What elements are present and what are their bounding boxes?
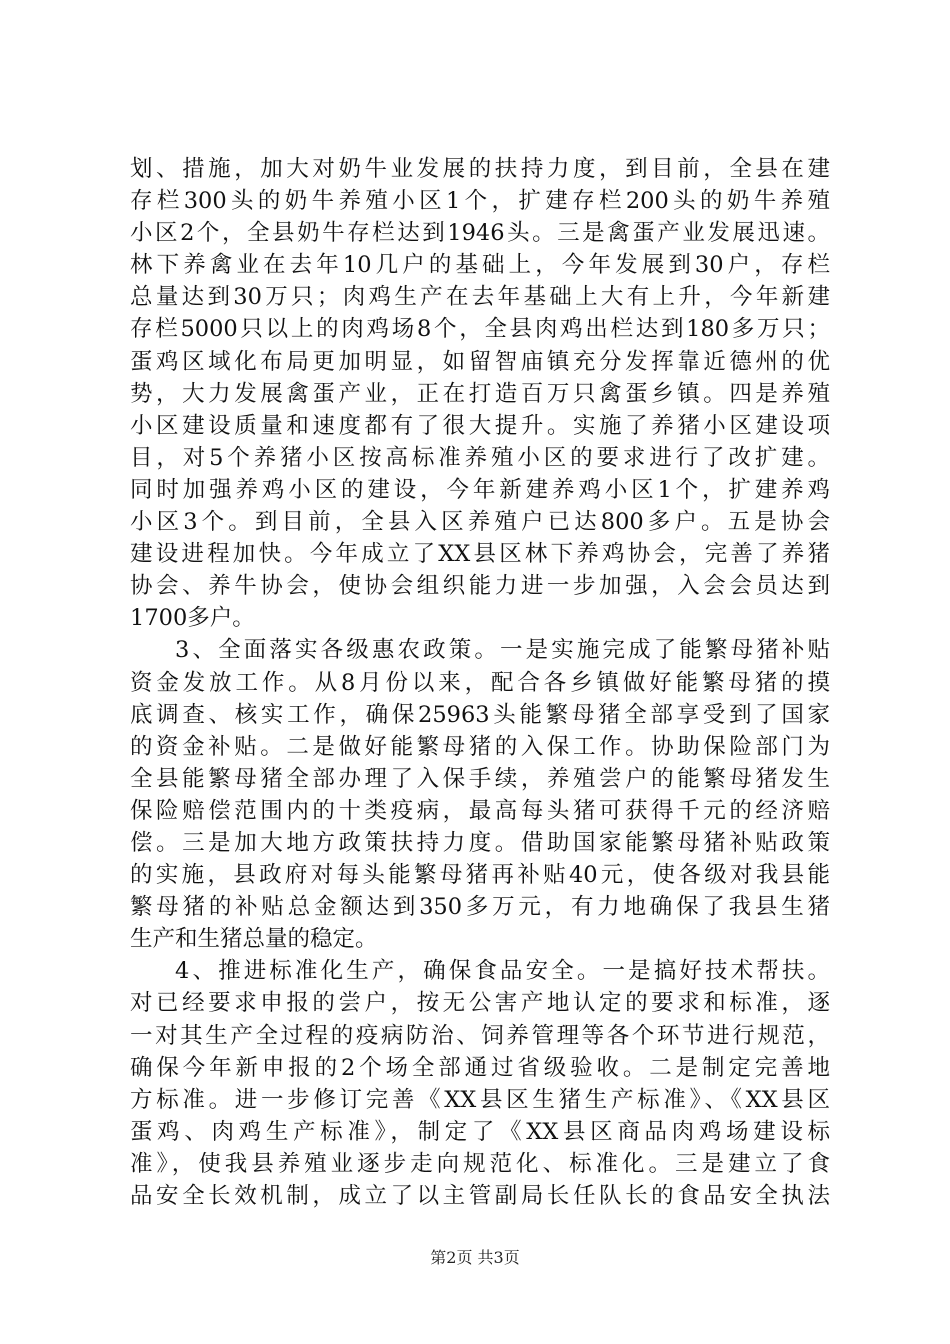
text-line: 协会、养牛协会，使协会组织能力进一步加强，入会会员达到 xyxy=(130,573,830,600)
text-line: 4、推进标准化生产，确保食品安全。一是搞好技术帮扶。 xyxy=(175,958,830,985)
text-line: 存栏300头的奶牛养殖小区1个，扩建存栏200头的奶牛养殖 xyxy=(130,188,830,215)
text-line: 3、全面落实各级惠农政策。一是实施完成了能繁母猪补贴 xyxy=(175,637,830,664)
text-line: 一对其生产全过程的疫病防治、饲养管理等各个环节进行规范， xyxy=(130,1022,830,1049)
text-line: 小区建设质量和速度都有了很大提升。实施了养猪小区建设项 xyxy=(130,412,830,439)
text-line: 的资金补贴。二是做好能繁母猪的入保工作。协助保险部门为 xyxy=(130,733,830,760)
text-line: 对已经要求申报的尝户，按无公害产地认定的要求和标准，逐 xyxy=(130,990,830,1017)
text-line: 小区3个。到目前，全县入区养殖户已达800多户。五是协会 xyxy=(130,509,830,536)
text-line: 1700多户。 xyxy=(130,605,255,632)
text-line: 建设进程加快。今年成立了XX县区林下养鸡协会，完善了养猪 xyxy=(130,541,830,568)
text-line: 存栏5000只以上的肉鸡场8个，全县肉鸡出栏达到180多万只； xyxy=(130,316,830,343)
page-footer: 第2页 共3页 xyxy=(430,1248,520,1267)
text-line: 确保今年新申报的2个场全部通过省级验收。二是制定完善地 xyxy=(130,1054,830,1081)
text-line: 的实施，县政府对每头能繁母猪再补贴40元，使各级对我县能 xyxy=(130,862,830,889)
text-line: 蛋鸡区域化布局更加明显，如留智庙镇充分发挥靠近德州的优 xyxy=(130,348,830,375)
text-line: 品安全长效机制，成立了以主管副局长任队长的食品安全执法 xyxy=(130,1183,830,1209)
text-line: 方标准。进一步修订完善《XX县区生猪生产标准》、《XX县区 xyxy=(130,1086,830,1113)
text-line: 划、措施，加大对奶牛业发展的扶持力度，到目前，全县在建 xyxy=(130,156,830,182)
text-line: 生产和生猪总量的稳定。 xyxy=(130,926,378,953)
text-line: 准》，使我县养殖业逐步走向规范化、标准化。三是建立了食 xyxy=(130,1150,830,1177)
text-line: 底调查、核实工作，确保25963头能繁母猪全部享受到了国家 xyxy=(130,701,830,728)
document-body xyxy=(130,153,830,1212)
text-line: 蛋鸡、肉鸡生产标准》，制定了《XX县区商品肉鸡场建设标 xyxy=(130,1118,830,1145)
text-line: 总量达到30万只；肉鸡生产在去年基础上大有上升，今年新建 xyxy=(130,284,830,311)
text-line: 势，大力发展禽蛋产业，正在打造百万只禽蛋乡镇。四是养殖 xyxy=(130,380,830,407)
text-line: 同时加强养鸡小区的建设，今年新建养鸡小区1个，扩建养鸡 xyxy=(130,476,830,503)
text-line: 小区2个，全县奶牛存栏达到1946头。三是禽蛋产业发展迅速。 xyxy=(130,220,830,247)
text-line: 目，对5个养猪小区按高标准养殖小区的要求进行了改扩建。 xyxy=(130,444,830,471)
text-line: 全县能繁母猪全部办理了入保手续，养殖尝户的能繁母猪发生 xyxy=(130,765,830,792)
text-line: 资金发放工作。从8月份以来，配合各乡镇做好能繁母猪的摸 xyxy=(130,669,830,696)
text-line: 保险赔偿范围内的十类疫病，最高每头猪可获得千元的经济赔 xyxy=(130,797,830,824)
text-line: 偿。三是加大地方政策扶持力度。借助国家能繁母猪补贴政策 xyxy=(130,829,830,856)
text-line: 繁母猪的补贴总金额达到350多万元，有力地确保了我县生猪 xyxy=(130,894,830,921)
text-line: 林下养禽业在去年10几户的基础上，今年发展到30户，存栏 xyxy=(130,252,830,279)
